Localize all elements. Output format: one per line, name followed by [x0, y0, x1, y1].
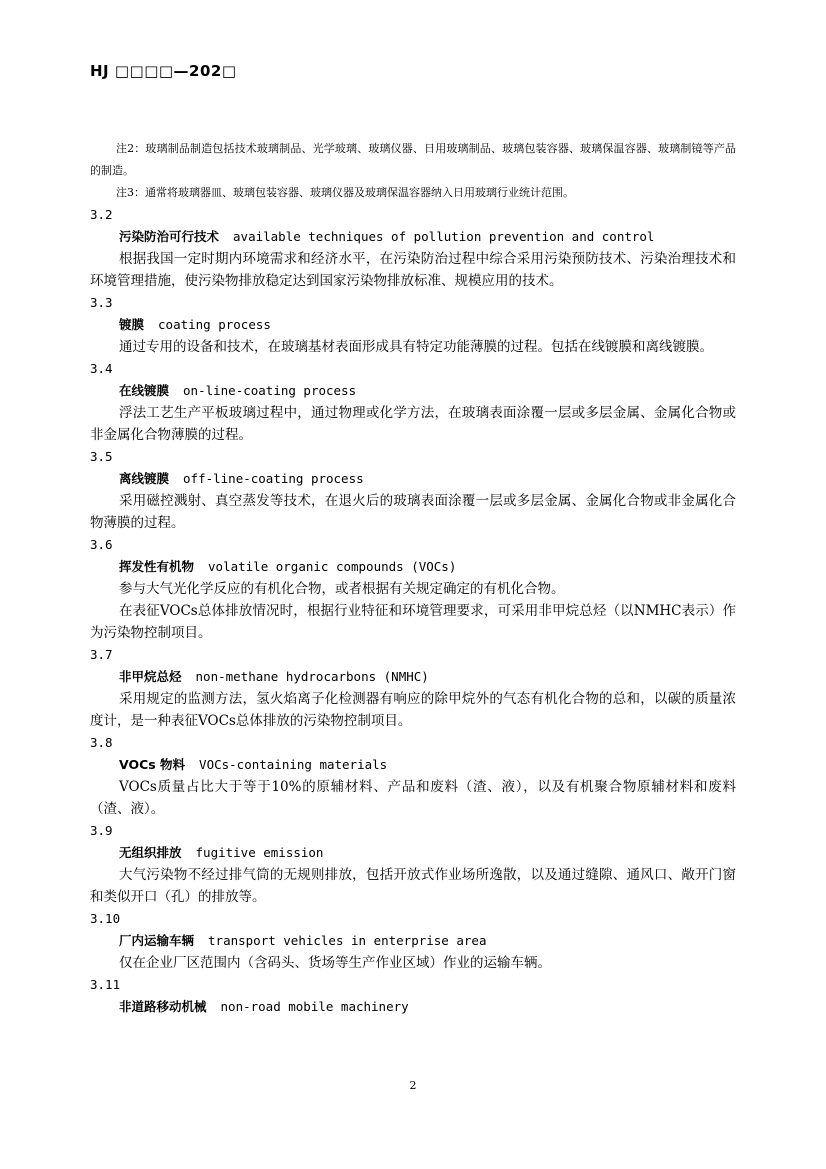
- term-entry: [90, 446, 736, 534]
- note-3: 注3：通常将玻璃器皿、玻璃包装容器、玻璃仪器及玻璃保温容器纳入日用玻璃行业统计范围。: [116, 186, 574, 199]
- term-entry: [90, 644, 736, 732]
- term-name-en: volatile organic compounds (VOCs): [208, 559, 457, 574]
- term-number: 3.5: [90, 449, 113, 464]
- term-definition: 仅在企业厂区范围内（含码头、货场等生产作业区域）作业的运输车辆。: [119, 955, 551, 971]
- term-entry: [90, 204, 736, 292]
- term-title: [90, 468, 736, 490]
- note-2: 注2：玻璃制品制造包括技术玻璃制品、光学玻璃、玻璃仪器、日用玻璃制品、玻璃包装容器、玻璃保温容器、玻璃制镜等产品的制造。: [90, 142, 736, 177]
- term-name-en: coating process: [158, 317, 271, 332]
- term-name-en: non-methane hydrocarbons (NMHC): [195, 669, 429, 684]
- term-entry: [90, 534, 736, 644]
- term-name-en: transport vehicles in enterprise area: [208, 933, 487, 948]
- term-number: 3.2: [90, 207, 113, 222]
- term-name-cn: VOCs 物料: [119, 757, 186, 772]
- term-number: 3.10: [90, 911, 121, 926]
- term-title: [90, 226, 736, 248]
- document-body: [90, 138, 736, 1018]
- term-title: [90, 666, 736, 688]
- term-name-cn: 镀膜: [119, 317, 145, 332]
- term-name-cn: 非道路移动机械: [119, 999, 207, 1014]
- term-definition: VOCs质量占比大于等于10%的原辅材料、产品和废料（渣、液），以及有机聚合物原辅材料和废料（渣、液）。: [90, 779, 736, 817]
- term-name-en: off-line-coating process: [183, 471, 364, 486]
- term-name-en: VOCs-containing materials: [199, 757, 388, 772]
- term-definition: 参与大气光化学反应的有机化合物，或者根据有关规定确定的有机化合物。: [119, 581, 565, 597]
- term-title: [90, 754, 736, 776]
- term-definition: 采用磁控溅射、真空蒸发等技术，在退火后的玻璃表面涂覆一层或多层金属、金属化合物或非金属化合物薄膜的过程。: [90, 493, 736, 531]
- term-title: [90, 380, 736, 402]
- page-number: 2: [409, 1079, 417, 1092]
- term-name-cn: 在线镀膜: [119, 383, 170, 398]
- term-name-cn: 厂内运输车辆: [119, 933, 195, 948]
- term-title: [90, 314, 736, 336]
- term-number: 3.3: [90, 295, 113, 310]
- term-definition: 在表征VOCs总体排放情况时，根据行业特征和环境管理要求，可采用非甲烷总烃（以NMHC表示）作为污染物控制项目。: [90, 603, 736, 641]
- term-number: 3.11: [90, 977, 121, 992]
- term-definition: 大气污染物不经过排气筒的无规则排放，包括开放式作业场所逸散，以及通过缝隙、通风口、敞开门窗和类似开口（孔）的排放等。: [90, 867, 736, 905]
- term-name-cn: 污染防治可行技术: [119, 229, 220, 244]
- term-title: [90, 842, 736, 864]
- term-number: 3.4: [90, 361, 113, 376]
- term-definition: 浮法工艺生产平板玻璃过程中，通过物理或化学方法，在玻璃表面涂覆一层或多层金属、金属化合物或非金属化合物薄膜的过程。: [90, 405, 736, 443]
- term-title: [90, 930, 736, 952]
- standard-code-header: HJ □□□□—202□: [90, 62, 237, 80]
- term-title: [90, 996, 736, 1018]
- term-entry: [90, 908, 736, 974]
- term-definition: 采用规定的监测方法，氢火焰离子化检测器有响应的除甲烷外的气态有机化合物的总和，以碳的质量浓度计，是一种表征VOCs总体排放的污染物控制项目。: [90, 691, 736, 729]
- term-name-en: non-road mobile machinery: [220, 999, 409, 1014]
- term-name-en: fugitive emission: [195, 845, 324, 860]
- term-name-en: available techniques of pollution prevention and control: [233, 229, 655, 244]
- term-entry: [90, 974, 736, 1018]
- term-entry: [90, 292, 736, 358]
- term-number: 3.8: [90, 735, 113, 750]
- term-name-cn: 挥发性有机物: [119, 559, 195, 574]
- term-entry: [90, 732, 736, 820]
- term-number: 3.9: [90, 823, 113, 838]
- term-number: 3.6: [90, 537, 113, 552]
- term-definition: 通过专用的设备和技术，在玻璃基材表面形成具有特定功能薄膜的过程。包括在线镀膜和离线镀膜。: [119, 339, 713, 355]
- term-definition: 根据我国一定时期内环境需求和经济水平，在污染防治过程中综合采用污染预防技术、污染治理技术和环境管理措施，使污染物排放稳定达到国家污染物排放标准、规模应用的技术。: [90, 251, 736, 289]
- term-name-cn: 无组织排放: [119, 845, 182, 860]
- term-name-cn: 非甲烷总烃: [119, 669, 182, 684]
- term-entry: [90, 358, 736, 446]
- term-entry: [90, 820, 736, 908]
- term-number: 3.7: [90, 647, 113, 662]
- term-name-en: on-line-coating process: [183, 383, 357, 398]
- term-title: [90, 556, 736, 578]
- term-name-cn: 离线镀膜: [119, 471, 170, 486]
